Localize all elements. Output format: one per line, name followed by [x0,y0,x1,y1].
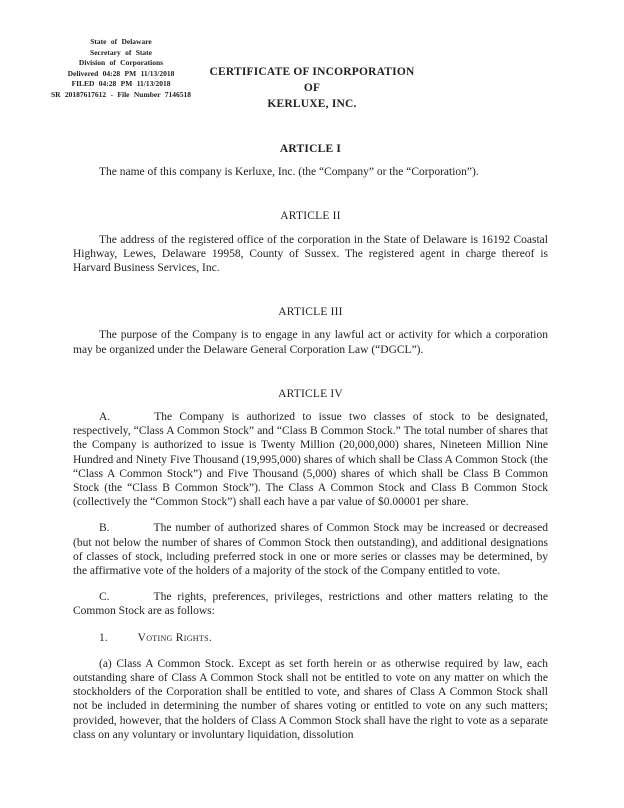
article-4-paragraph-b [73,521,548,578]
article-1-heading: ARTICLE I [279,143,342,155]
article-4-paragraph-c [73,590,548,618]
stamp-line-sr-number: SR 20187617612 - File Number 7146518 [50,89,192,99]
filing-stamp [34,37,208,100]
paragraph-b-label: B. [99,522,110,535]
article-2-paragraph: The address of the registered office of the corporation in the State of Delaware is 16192 Coastal Highway, Lewes, Delaware 19958, County of Sussex. The registered agent in charge thereof is Harvard Business Services, Inc. [73,233,548,275]
stamp-line-state: State of Delaware [90,37,152,46]
paragraph-b-text: The number of authorized shares of Common Stock may be increased or decreased (but not below the number of shares of Common Stock then outstanding), and additional designations of classes of stock, including preferred stock in one or more series or classes may be determined, by the affirmative vote of the holders of a majority of the stock of the Company entitled to vote. [73,522,548,578]
item-1-title: Voting Rights. [137,631,212,644]
article-2-heading: ARTICLE II [280,210,341,223]
voting-rights-item [73,631,548,645]
paragraph-a-label: A. [99,411,111,424]
article-3-heading: ARTICLE III [278,306,343,319]
paragraph-c-text: The rights, preferences, privileges, restrictions and other matters relating to the Common Stock are as follows: [73,591,548,618]
article-4-paragraph-a [73,410,548,509]
title-line-certificate: CERTIFICATE OF INCORPORATION [209,66,415,78]
stamp-line-division: Division of Corporations [78,58,164,67]
title-line-of: OF [303,82,321,94]
paragraph-a-text: The Company is authorized to issue two classes of stock to be designated, respectively, “Class A Common Stock” and “Class B Common Stock.” The total number of shares that the Company is authorized to issue is Twenty Million (20,000,000) shares, Nineteen Million Nine Hundred and Ninety Five Thousand (19,995,000) shares of which shall be Class A Common Stock (the “Class A Common Stock”) and Five Thousand (5,000) shares of which shall be Class B Common Stock (the “Class B Common Stock”). The Class A Common Stock and Class B Common Stock (collectively the “Common Stock”) shall each have a par value of $0.00001 per share. [73,411,548,509]
voting-rights-paragraph-a: (a) Class A Common Stock. Except as set forth herein or as otherwise required by law, each outstanding share of Class A Common Stock shall not be entitled to vote on any matter on which the stockholders of the Corporation shall be entitled to vote, and shares of Class A Common Stock shall not be included in determining the number of shares voting or entitled to vote on any such matters; provided, however, that the holders of Class A Common Stock shall have the right to vote as a separate class on any voluntary or involuntary liquidation, dissolution [73,657,548,741]
stamp-line-secretary: Secretary of State [90,47,152,57]
paragraph-c-label: C. [99,591,110,604]
article-1-paragraph: The name of this company is Kerluxe, Inc. (the “Company” or the “Corporation”). [99,166,479,179]
stamp-line-delivered: Delivered 04:28 PM 11/13/2018 [67,68,175,78]
title-line-company: KERLUXE, INC. [267,98,357,110]
document-body [73,142,548,742]
stamp-line-filed: FILED 04:28 PM 11/13/2018 [71,79,171,88]
article-3-paragraph: The purpose of the Company is to engage in any lawful act or activity for which a corporation may be organized under the Delaware General Corporation Law (“DGCL”). [73,329,548,356]
article-4-heading: ARTICLE IV [278,387,343,400]
item-1-label: 1. [99,631,108,644]
